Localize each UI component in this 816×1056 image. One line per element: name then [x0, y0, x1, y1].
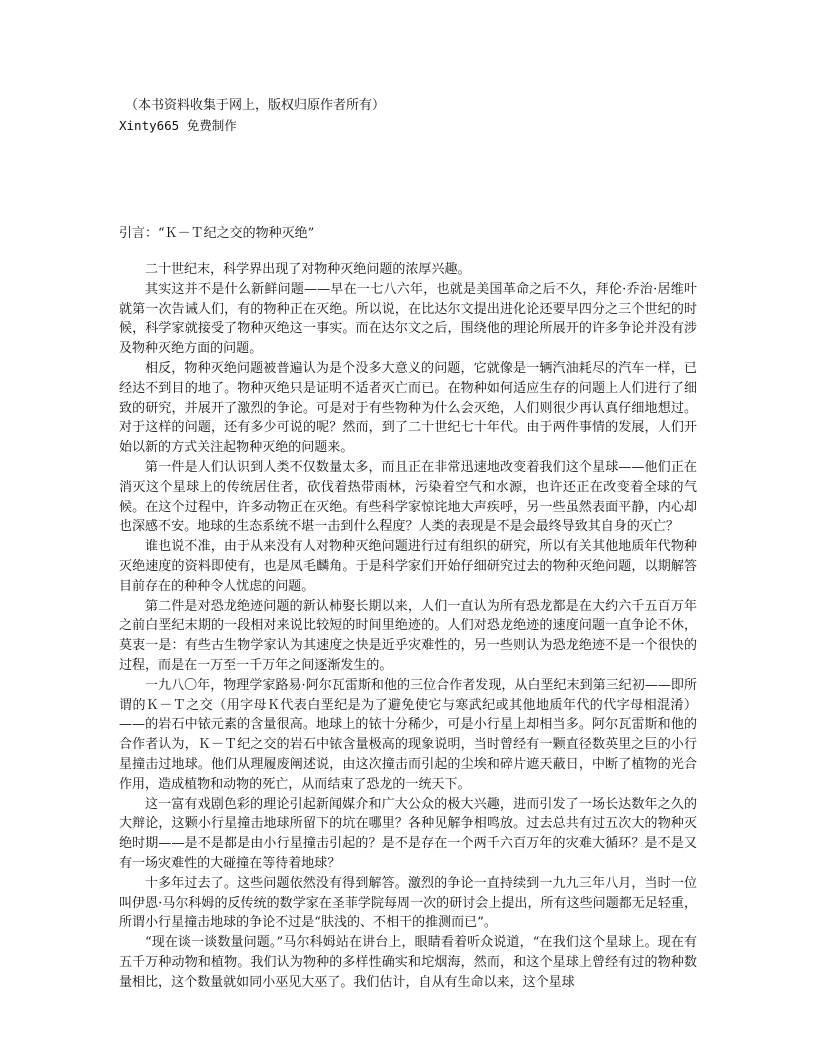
paragraph: 第一件是人们认识到人类不仅数量太多，而且正在非常迅速地改变着我们这个星球——他们正在消灭这个星球上的传统居住者，砍伐着热带雨林，污染着空气和水源，也许还正在改变着全球的气候。在这个过程中，许多动物正在灭绝。有些科学家惊诧地大声疾呼，另一些虽然表面平静，内心却也深感不安。地球的生态系统不堪一击到什么程度？人类的表现是不是会最终导致其自身的灭亡？ [119, 459, 697, 535]
body-text [119, 260, 697, 992]
paragraph: “现在谈一谈数量问题。”马尔科姆站在讲台上，眼睛看着听众说道，“在我们这个星球上。现在有五千万种动物和植物。我们认为物种的多样性确实和坨烟海，然而，和这个星球上曾经有过的物种数量相比，这个数量就如同小巫见大巫了。我们估计，自从有生命以来，这个星球 [119, 935, 697, 990]
document-header [119, 96, 697, 136]
paragraph: 一九八〇年，物理学家路易·阿尔瓦雷斯和他的三位合作者发现，从白垩纪末到第三纪初——即所谓的Ｋ－Ｔ之交（用字母Ｋ代表白垩纪是为了避免使它与寒武纪或其他地质年代的代字母相混淆）——的岩石中铱元素的含量很高。地球上的铱十分稀少，可是小行星上却相当多。阿尔瓦雷斯和他的合作者认为，Ｋ－Ｔ纪之交的岩石中铱含量极高的现象说明，当时曾经有一颗直径数英里之巨的小行星撞击过地球。他们从理履废阐述说，由这次撞击而引起的尘埃和碎片遮天蔽日，中断了植物的光合作用，造成植物和动物的死亡，从而结束了恐龙的一统天下。 [119, 677, 697, 792]
producer-credit: Xinty665 免费制作 [119, 118, 237, 133]
paragraph: 谁也说不准，由于从来没有人对物种灭绝问题进行过有组织的研究，所以有关其他地质年代物种灭绝速度的资料即使有，也是凤毛麟角。于是科学家们开始仔细研究过去的物种灭绝问题，以期解答目前存在的种种令人忧虑的问题。 [119, 539, 697, 594]
paragraph: 相反，物种灭绝问题被普遍认为是个没多大意义的问题，它就像是一辆汽油耗尽的汽车一样，已经达不到目的地了。物种灭绝只是证明不适者灭亡而已。在物种如何适应生存的问题上人们进行了细致的研究，并展开了激烈的争论。可是对于有些物种为什么会灭绝，人们则很少再认真仔细地想过。对于这样的问题，还有多少可说的呢？然而，到了二十世纪七十年代。由于两件事情的发展，人们开始以新的方式关注起物种灭绝的问题来。 [119, 360, 697, 456]
paragraph: 二十世纪末，科学界出现了对物种灭绝问题的浓厚兴趣。 [145, 262, 471, 277]
intro-title: 引言：“Ｋ－Ｔ纪之交的物种灭绝” [119, 226, 315, 241]
paragraph: 其实这并不是什么新鲜问题——早在一七八六年，也就是美国革命之后不久，拜伦·乔治·居维叶就第一次告诫人们，有的物种正在灭绝。所以说，在比达尔文提出进化论还要早四分之三个世纪的时候，科学家就接受了物种灭绝这一事实。而在达尔文之后，围绕他的理论所展开的许多争论并没有涉及物种灭绝方面的问题。 [119, 281, 697, 357]
paragraph: 十多年过去了。这些问题依然没有得到解答。激烈的争论一直持续到一九九三年八月，当时一位叫伊恩·马尔科姆的反传统的数学家在圣菲学院每周一次的研讨会上提出，所有这些问题都无足轻重，所谓小行星撞击地球的争论不过是“肤浅的、不相干的推测而已”。 [119, 875, 697, 931]
source-note: （本书资料收集于网上，版权归原作者所有） [125, 98, 386, 113]
paragraph: 这一富有戏剧色彩的理论引起新闻媒介和广大公众的极大兴趣，进而引发了一场长达数年之久的大辩论，这颗小行星撞击地球所留下的坑在哪里？各种见解争相鸣放。过去总共有过五次大的物种灭绝时期——是不是都是由小行星撞击引起的？是不是存在一个两千六百万年的灾难大循环？是不是又有一场灾难性的大碰撞在等待着地球？ [119, 796, 697, 871]
paragraph: 第二件是对恐龙绝迹问题的新认柿娶长期以来，人们一直认为所有恐龙都是在大约六千五百万年之前白垩纪末期的一段相对来说比较短的时间里绝迹的。人们对恐龙绝迹的速度问题一直争论不休，莫衷一是：有些古生物学家认为其速度之快是近乎灾难性的，另一些则认为恐龙绝迹不是一个很快的过程，而是在一万至一千万年之间逐渐发生的。 [119, 598, 697, 673]
